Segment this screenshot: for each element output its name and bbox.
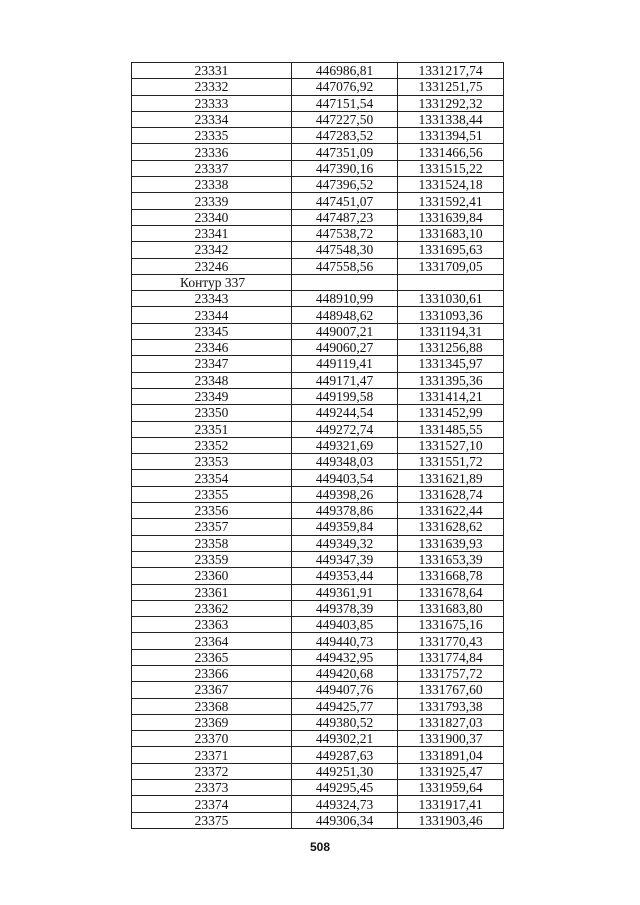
point-id-cell: 23368 bbox=[132, 698, 292, 714]
table-row bbox=[132, 79, 504, 95]
x-coordinate-cell: 449251,30 bbox=[292, 763, 398, 779]
x-coordinate-cell: 447396,52 bbox=[292, 177, 398, 193]
table-row bbox=[132, 95, 504, 111]
table-row bbox=[132, 258, 504, 274]
x-coordinate-cell: 449060,27 bbox=[292, 340, 398, 356]
table-row bbox=[132, 649, 504, 665]
x-coordinate-cell: 449440,73 bbox=[292, 633, 398, 649]
table-row bbox=[132, 356, 504, 372]
table-row bbox=[132, 503, 504, 519]
y-coordinate-cell: 1331695,63 bbox=[398, 242, 504, 258]
table-row bbox=[132, 225, 504, 241]
x-coordinate-cell: 449244,54 bbox=[292, 405, 398, 421]
table-row bbox=[132, 291, 504, 307]
x-coordinate-cell: 449349,32 bbox=[292, 535, 398, 551]
page-number: 508 bbox=[309, 840, 331, 854]
point-id-cell: 23334 bbox=[132, 111, 292, 127]
point-id-cell: 23357 bbox=[132, 519, 292, 535]
x-coordinate-cell: 449287,63 bbox=[292, 747, 398, 763]
table-row bbox=[132, 568, 504, 584]
x-coordinate-cell: 449347,39 bbox=[292, 551, 398, 567]
y-coordinate-cell: 1331709,05 bbox=[398, 258, 504, 274]
x-coordinate-cell: 449199,58 bbox=[292, 388, 398, 404]
table-row bbox=[132, 470, 504, 486]
x-coordinate-cell: 447351,09 bbox=[292, 144, 398, 160]
table-row bbox=[132, 682, 504, 698]
x-coordinate-cell: 449324,73 bbox=[292, 796, 398, 812]
x-coordinate-cell: 449403,85 bbox=[292, 617, 398, 633]
table-row bbox=[132, 665, 504, 681]
point-id-cell: 23347 bbox=[132, 356, 292, 372]
y-coordinate-cell: 1331592,41 bbox=[398, 193, 504, 209]
contour-label: Контур 337 bbox=[132, 274, 292, 290]
y-coordinate-cell: 1331668,78 bbox=[398, 568, 504, 584]
x-coordinate-cell: 449380,52 bbox=[292, 714, 398, 730]
point-id-cell: 23372 bbox=[132, 763, 292, 779]
point-id-cell: 23358 bbox=[132, 535, 292, 551]
y-coordinate-cell: 1331925,47 bbox=[398, 763, 504, 779]
table-row bbox=[132, 763, 504, 779]
table-row bbox=[132, 340, 504, 356]
point-id-cell: 23336 bbox=[132, 144, 292, 160]
point-id-cell: 23338 bbox=[132, 177, 292, 193]
y-coordinate-cell: 1331093,36 bbox=[398, 307, 504, 323]
x-coordinate-cell: 446986,81 bbox=[292, 63, 398, 79]
y-coordinate-cell: 1331793,38 bbox=[398, 698, 504, 714]
x-coordinate-cell: 449403,54 bbox=[292, 470, 398, 486]
y-coordinate-cell: 1331452,99 bbox=[398, 405, 504, 421]
coordinates-table-body bbox=[132, 63, 504, 829]
y-coordinate-cell: 1331683,80 bbox=[398, 600, 504, 616]
x-coordinate-cell: 447538,72 bbox=[292, 225, 398, 241]
y-coordinate-cell: 1331527,10 bbox=[398, 437, 504, 453]
x-coordinate-cell: 448910,99 bbox=[292, 291, 398, 307]
table-row bbox=[132, 111, 504, 127]
table-row bbox=[132, 209, 504, 225]
y-coordinate-cell: 1331194,31 bbox=[398, 323, 504, 339]
point-id-cell: 23366 bbox=[132, 665, 292, 681]
table-row bbox=[132, 128, 504, 144]
y-coordinate-cell: 1331292,32 bbox=[398, 95, 504, 111]
y-coordinate-cell: 1331622,44 bbox=[398, 503, 504, 519]
y-coordinate-cell: 1331485,55 bbox=[398, 421, 504, 437]
point-id-cell: 23351 bbox=[132, 421, 292, 437]
x-coordinate-cell: 447487,23 bbox=[292, 209, 398, 225]
y-coordinate-cell: 1331217,74 bbox=[398, 63, 504, 79]
table-row bbox=[132, 747, 504, 763]
table-row bbox=[132, 698, 504, 714]
x-coordinate-cell: 449378,86 bbox=[292, 503, 398, 519]
x-coordinate-cell: 447390,16 bbox=[292, 160, 398, 176]
table-row bbox=[132, 144, 504, 160]
point-id-cell: 23371 bbox=[132, 747, 292, 763]
point-id-cell: 23345 bbox=[132, 323, 292, 339]
table-row bbox=[132, 388, 504, 404]
x-coordinate-cell: 447151,54 bbox=[292, 95, 398, 111]
y-coordinate-cell: 1331395,36 bbox=[398, 372, 504, 388]
table-row bbox=[132, 405, 504, 421]
x-coordinate-cell: 449407,76 bbox=[292, 682, 398, 698]
point-id-cell: 23362 bbox=[132, 600, 292, 616]
point-id-cell: 23359 bbox=[132, 551, 292, 567]
y-coordinate-cell: 1331774,84 bbox=[398, 649, 504, 665]
x-coordinate-cell: 449321,69 bbox=[292, 437, 398, 453]
y-coordinate-cell: 1331959,64 bbox=[398, 780, 504, 796]
point-id-cell: 23332 bbox=[132, 79, 292, 95]
x-coordinate-cell: 447548,30 bbox=[292, 242, 398, 258]
point-id-cell: 23339 bbox=[132, 193, 292, 209]
table-row bbox=[132, 617, 504, 633]
x-coordinate-cell: 449378,39 bbox=[292, 600, 398, 616]
x-coordinate-cell: 447558,56 bbox=[292, 258, 398, 274]
y-coordinate-cell: 1331639,93 bbox=[398, 535, 504, 551]
point-id-cell: 23375 bbox=[132, 812, 292, 828]
x-coordinate-cell: 449425,77 bbox=[292, 698, 398, 714]
x-coordinate-cell: 449353,44 bbox=[292, 568, 398, 584]
point-id-cell: 23355 bbox=[132, 486, 292, 502]
point-id-cell: 23340 bbox=[132, 209, 292, 225]
table-row bbox=[132, 714, 504, 730]
x-coordinate-cell: 448948,62 bbox=[292, 307, 398, 323]
x-coordinate-cell: 447076,92 bbox=[292, 79, 398, 95]
table-row bbox=[132, 486, 504, 502]
table-row bbox=[132, 796, 504, 812]
y-coordinate-cell: 1331683,10 bbox=[398, 225, 504, 241]
point-id-cell: 23373 bbox=[132, 780, 292, 796]
x-coordinate-cell: 449420,68 bbox=[292, 665, 398, 681]
table-row bbox=[132, 633, 504, 649]
y-coordinate-cell: 1331621,89 bbox=[398, 470, 504, 486]
x-coordinate-cell: 449119,41 bbox=[292, 356, 398, 372]
point-id-cell: 23364 bbox=[132, 633, 292, 649]
table-row bbox=[132, 323, 504, 339]
point-id-cell: 23341 bbox=[132, 225, 292, 241]
point-id-cell: 23337 bbox=[132, 160, 292, 176]
point-id-cell: 23335 bbox=[132, 128, 292, 144]
empty-cell bbox=[398, 274, 504, 290]
y-coordinate-cell: 1331891,04 bbox=[398, 747, 504, 763]
point-id-cell: 23363 bbox=[132, 617, 292, 633]
table-row bbox=[132, 160, 504, 176]
y-coordinate-cell: 1331628,74 bbox=[398, 486, 504, 502]
x-coordinate-cell: 447283,52 bbox=[292, 128, 398, 144]
point-id-cell: 23365 bbox=[132, 649, 292, 665]
y-coordinate-cell: 1331675,16 bbox=[398, 617, 504, 633]
point-id-cell: 23352 bbox=[132, 437, 292, 453]
x-coordinate-cell: 449361,91 bbox=[292, 584, 398, 600]
x-coordinate-cell: 449302,21 bbox=[292, 731, 398, 747]
point-id-cell: 23374 bbox=[132, 796, 292, 812]
table-row bbox=[132, 812, 504, 828]
x-coordinate-cell: 449348,03 bbox=[292, 454, 398, 470]
y-coordinate-cell: 1331639,84 bbox=[398, 209, 504, 225]
x-coordinate-cell: 449295,45 bbox=[292, 780, 398, 796]
point-id-cell: 23350 bbox=[132, 405, 292, 421]
table-row bbox=[132, 372, 504, 388]
coordinates-table bbox=[131, 62, 504, 829]
point-id-cell: 23333 bbox=[132, 95, 292, 111]
x-coordinate-cell: 449171,47 bbox=[292, 372, 398, 388]
point-id-cell: 23367 bbox=[132, 682, 292, 698]
x-coordinate-cell: 449272,74 bbox=[292, 421, 398, 437]
y-coordinate-cell: 1331767,60 bbox=[398, 682, 504, 698]
y-coordinate-cell: 1331338,44 bbox=[398, 111, 504, 127]
point-id-cell: 23344 bbox=[132, 307, 292, 323]
table-row bbox=[132, 535, 504, 551]
point-id-cell: 23369 bbox=[132, 714, 292, 730]
x-coordinate-cell: 449432,95 bbox=[292, 649, 398, 665]
y-coordinate-cell: 1331414,21 bbox=[398, 388, 504, 404]
table-row bbox=[132, 551, 504, 567]
x-coordinate-cell: 449359,84 bbox=[292, 519, 398, 535]
point-id-cell: 23343 bbox=[132, 291, 292, 307]
table-row bbox=[132, 63, 504, 79]
table-row bbox=[132, 519, 504, 535]
y-coordinate-cell: 1331628,62 bbox=[398, 519, 504, 535]
x-coordinate-cell: 447451,07 bbox=[292, 193, 398, 209]
x-coordinate-cell: 449398,26 bbox=[292, 486, 398, 502]
point-id-cell: 23361 bbox=[132, 584, 292, 600]
table-row bbox=[132, 731, 504, 747]
y-coordinate-cell: 1331251,75 bbox=[398, 79, 504, 95]
table-row bbox=[132, 780, 504, 796]
contour-header-row bbox=[132, 274, 504, 290]
point-id-cell: 23353 bbox=[132, 454, 292, 470]
y-coordinate-cell: 1331345,97 bbox=[398, 356, 504, 372]
point-id-cell: 23348 bbox=[132, 372, 292, 388]
point-id-cell: 23346 bbox=[132, 340, 292, 356]
x-coordinate-cell: 449306,34 bbox=[292, 812, 398, 828]
y-coordinate-cell: 1331827,03 bbox=[398, 714, 504, 730]
y-coordinate-cell: 1331903,46 bbox=[398, 812, 504, 828]
table-row bbox=[132, 454, 504, 470]
y-coordinate-cell: 1331394,51 bbox=[398, 128, 504, 144]
point-id-cell: 23370 bbox=[132, 731, 292, 747]
table-row bbox=[132, 584, 504, 600]
table-row bbox=[132, 421, 504, 437]
y-coordinate-cell: 1331466,56 bbox=[398, 144, 504, 160]
point-id-cell: 23354 bbox=[132, 470, 292, 486]
table-row bbox=[132, 600, 504, 616]
x-coordinate-cell: 447227,50 bbox=[292, 111, 398, 127]
y-coordinate-cell: 1331653,39 bbox=[398, 551, 504, 567]
y-coordinate-cell: 1331551,72 bbox=[398, 454, 504, 470]
y-coordinate-cell: 1331678,64 bbox=[398, 584, 504, 600]
x-coordinate-cell: 449007,21 bbox=[292, 323, 398, 339]
point-id-cell: 23356 bbox=[132, 503, 292, 519]
y-coordinate-cell: 1331030,61 bbox=[398, 291, 504, 307]
point-id-cell: 23360 bbox=[132, 568, 292, 584]
y-coordinate-cell: 1331757,72 bbox=[398, 665, 504, 681]
y-coordinate-cell: 1331900,37 bbox=[398, 731, 504, 747]
table-row bbox=[132, 193, 504, 209]
table-row bbox=[132, 242, 504, 258]
y-coordinate-cell: 1331524,18 bbox=[398, 177, 504, 193]
point-id-cell: 23331 bbox=[132, 63, 292, 79]
point-id-cell: 23349 bbox=[132, 388, 292, 404]
y-coordinate-cell: 1331770,43 bbox=[398, 633, 504, 649]
table-row bbox=[132, 177, 504, 193]
table-row bbox=[132, 307, 504, 323]
table-row bbox=[132, 437, 504, 453]
point-id-cell: 23342 bbox=[132, 242, 292, 258]
y-coordinate-cell: 1331256,88 bbox=[398, 340, 504, 356]
y-coordinate-cell: 1331917,41 bbox=[398, 796, 504, 812]
empty-cell bbox=[292, 274, 398, 290]
y-coordinate-cell: 1331515,22 bbox=[398, 160, 504, 176]
point-id-cell: 23246 bbox=[132, 258, 292, 274]
